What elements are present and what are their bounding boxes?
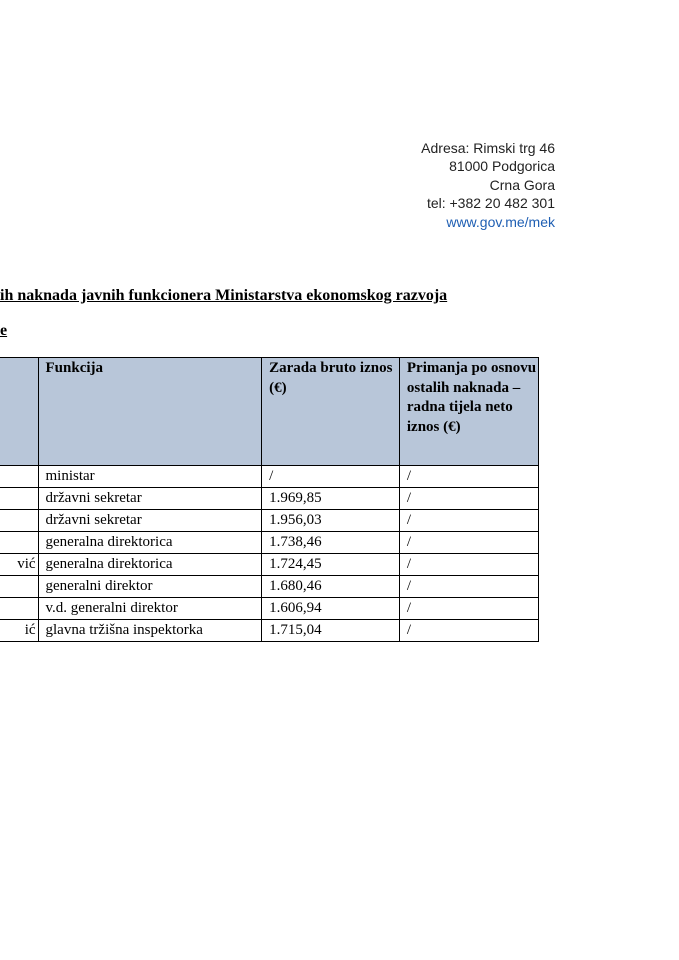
table-row: [0, 620, 539, 642]
table-row: [0, 510, 539, 532]
cell-function: državni sekretar: [38, 510, 262, 532]
header-name: [0, 358, 38, 466]
cell-other: /: [399, 620, 538, 642]
address-street: Adresa: Rimski trg 46: [421, 140, 555, 156]
cell-name: [0, 576, 38, 598]
cell-function: generalna direktorica: [38, 532, 262, 554]
cell-gross: 1.738,46: [262, 532, 400, 554]
cell-name: [0, 488, 38, 510]
cell-name: [0, 466, 38, 488]
table-row: [0, 488, 539, 510]
cell-function: ministar: [38, 466, 262, 488]
address-phone: tel: +382 20 482 301: [426, 195, 555, 212]
cell-function: glavna tržišna inspektorka: [38, 620, 262, 642]
cell-other: /: [399, 554, 538, 576]
table-row: [0, 554, 539, 576]
cell-other: /: [399, 510, 538, 532]
table-row: [0, 598, 539, 620]
table-row: [0, 532, 539, 554]
website-link[interactable]: www.gov.me/mek: [446, 213, 555, 230]
header-gross-salary: Zarada bruto iznos (€): [262, 358, 400, 466]
table-row: [0, 466, 539, 488]
cell-name: vić: [0, 554, 38, 576]
address-postal-city: 81000 Podgorica: [449, 158, 555, 175]
cell-function: generalna direktorica: [38, 554, 262, 576]
document-subtitle: e: [0, 322, 8, 339]
cell-gross: 1.724,45: [262, 554, 400, 576]
ministry-address-block: [421, 139, 555, 231]
cell-gross: 1.969,85: [262, 488, 400, 510]
cell-gross: 1.715,04: [262, 620, 400, 642]
table-header-row: [0, 358, 539, 466]
table-row: [0, 576, 539, 598]
cell-gross: 1.956,03: [262, 510, 400, 532]
cell-function: v.d. generalni direktor: [38, 598, 262, 620]
header-function: Funkcija: [38, 358, 262, 466]
cell-other: /: [399, 532, 538, 554]
salaries-table: [0, 357, 539, 642]
cell-name: ić: [0, 620, 38, 642]
address-country: Crna Gora: [489, 176, 555, 193]
cell-other: /: [399, 598, 538, 620]
cell-gross: 1.606,94: [262, 598, 400, 620]
cell-other: /: [399, 488, 538, 510]
cell-function: državni sekretar: [38, 488, 262, 510]
cell-function: generalni direktor: [38, 576, 262, 598]
cell-name: [0, 510, 38, 532]
cell-other: /: [399, 576, 538, 598]
header-other-compensation: Primanja po osnovu ostalih naknada – radna tijela neto iznos (€): [399, 358, 538, 466]
cell-name: [0, 532, 38, 554]
cell-other: /: [399, 466, 538, 488]
cell-name: [0, 598, 38, 620]
cell-gross: 1.680,46: [262, 576, 400, 598]
document-title: ih naknada javnih funkcionera Ministarstva ekonomskog razvoja: [0, 287, 448, 304]
cell-gross: /: [262, 466, 400, 488]
